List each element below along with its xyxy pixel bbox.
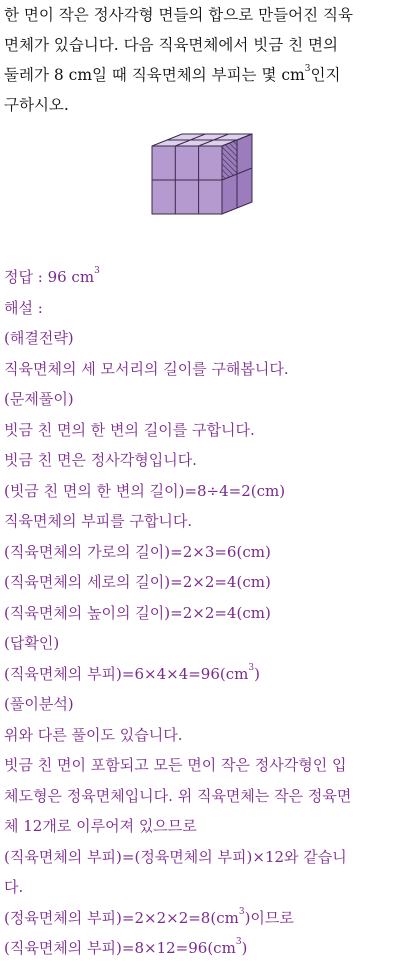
solution-line: 직육면체의 부피를 구합니다. xyxy=(4,512,193,530)
solution-line: (빗금 친 면의 한 변의 길이)=8÷4=2(cm) xyxy=(4,481,286,500)
solution-line: 빗금 친 면의 한 변의 길이를 구합니다. xyxy=(4,420,255,439)
question-text xyxy=(4,0,396,120)
superscript: 3 xyxy=(235,937,242,947)
solution-text-end: ) xyxy=(241,939,248,957)
cuboid-figure xyxy=(150,132,254,216)
superscript: 3 xyxy=(238,906,245,917)
section-heading: (풀이분석) xyxy=(4,695,74,713)
hatched-square-face xyxy=(222,140,237,180)
solution-text: (직육면체의 부피)=8×12=96(cm xyxy=(4,939,236,957)
solution-text-end: ) xyxy=(254,664,260,683)
solution-line: (직육면체의 세로의 길이)=2×2=4(cm) xyxy=(4,573,271,591)
question-line-suffix: 인지 xyxy=(310,66,341,84)
solution-line: 다. xyxy=(4,878,24,896)
solution-line: 체도형은 정육면체입니다. 위 직육면체는 작은 정육면 xyxy=(4,786,352,805)
solution-block xyxy=(4,262,396,964)
question-line: 구하시오. xyxy=(4,96,69,114)
solution-text: (직육면체의 부피)=6×4×4=96(cm xyxy=(4,664,249,683)
solution-line xyxy=(4,903,396,934)
explanation-label: 해설 : xyxy=(4,298,43,317)
superscript: 3 xyxy=(94,266,100,276)
solution-line: 직육면체의 세 모서리의 길이를 구해봅니다. xyxy=(4,359,289,378)
superscript: 3 xyxy=(304,64,311,74)
solution-line: (직육면체의 높이의 길이)=2×2=4(cm) xyxy=(4,603,271,622)
answer-line xyxy=(4,262,396,293)
question-line-text: 둘레가 8 cm일 때 직육면체의 부피는 몇 cm xyxy=(4,66,305,84)
solution-line xyxy=(4,659,396,690)
solution-line: 체 12개로 이루어져 있으므로 xyxy=(4,817,197,835)
question-line: 면체가 있습니다. 다음 직육면체에서 빗금 친 면의 xyxy=(4,36,338,54)
section-heading: (문제풀이) xyxy=(4,390,74,408)
question-line: 한 면이 작은 정사각형 면들의 합으로 만들어진 직육 xyxy=(4,6,353,24)
solution-line: 위와 다른 풀이도 있습니다. xyxy=(4,725,183,744)
section-heading: (답확인) xyxy=(4,634,60,652)
solution-line: (직육면체의 부피)=(정육면체의 부피)×12와 같습니 xyxy=(4,847,347,866)
solution-text: (정육면체의 부피)=2×2×2=8(cm xyxy=(4,908,239,927)
solution-line xyxy=(4,933,396,964)
answer-text: 정답 : 96 cm xyxy=(4,268,95,286)
solution-line: 빗금 친 면이 포함되고 모든 면이 작은 정사각형인 입 xyxy=(4,756,347,774)
superscript: 3 xyxy=(248,662,255,673)
solution-line: 빗금 친 면은 정사각형입니다. xyxy=(4,451,197,469)
question-line xyxy=(4,60,396,90)
solution-text-end: )이므로 xyxy=(244,908,294,927)
solution-line: (직육면체의 가로의 길이)=2×3=6(cm) xyxy=(4,542,271,561)
section-heading: (해결전략) xyxy=(4,329,74,347)
